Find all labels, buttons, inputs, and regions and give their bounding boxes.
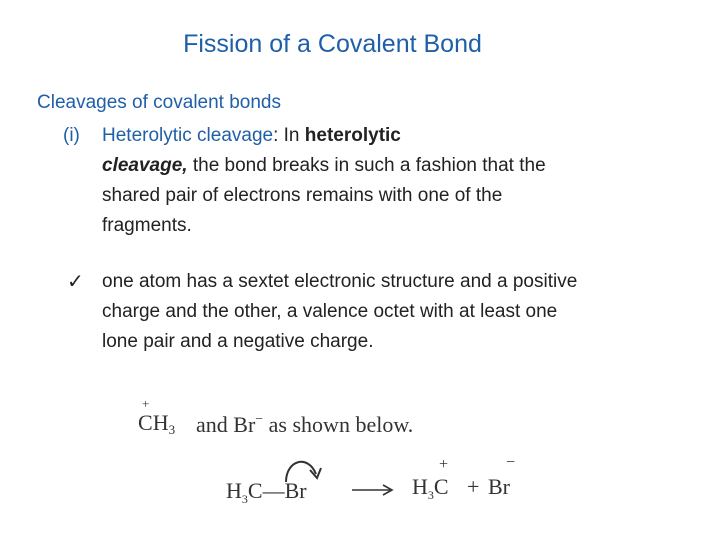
bromide-charge: − [255,412,264,427]
product-anion-charge: − [506,454,516,471]
list-marker-i: (i) [63,125,80,146]
term-colon: : [273,125,279,146]
product-bromide: Br [488,474,510,499]
term-heterolytic-cleavage: Heterolytic cleavage [102,125,274,146]
hydrogen-symbol: H [152,410,169,435]
cation-charge: + [142,396,150,411]
methyl-cation [138,396,176,438]
section-heading: Cleavages of covalent bonds [37,92,281,113]
and-bromide: and Br [196,412,256,437]
as-shown-below: as shown below. [263,412,414,437]
reaction-arrow-icon [350,482,396,498]
subscript-3: 3 [168,422,176,437]
reactant-methyl-bromide: $H_3C—Br$ [226,478,307,506]
carbon-symbol: C [138,410,153,435]
product-methyl-cation: $H_3C$ [412,474,449,502]
definition-text [63,121,583,241]
reactant-br: Br [284,478,307,503]
bold-italic-cleavage: cleavage, [102,155,188,176]
species-line [138,396,478,440]
curved-arrow-icon [278,452,328,486]
slide-title: Fission of a Covalent Bond [183,30,482,58]
ion-description-text: one atom has a sextet electronic structure and a positive charge and the other, a valence octet with at least one lone pair and a negative charge. [102,271,578,352]
ion-description [63,267,583,357]
text-in: In [278,125,305,146]
plus-sign: + [467,474,480,499]
heterolytic-definition [63,121,583,241]
heterolysis-equation [220,448,520,508]
definition-rest: the bond breaks in such a fashion that the shared pair of electrons remains with one of the fragments. [102,155,546,236]
bold-heterolytic: heterolytic [304,125,401,146]
check-icon: ✓ [67,271,84,293]
species-text [196,412,413,438]
covalent-bond: — [262,478,285,503]
product-cation-charge: + [439,456,449,473]
